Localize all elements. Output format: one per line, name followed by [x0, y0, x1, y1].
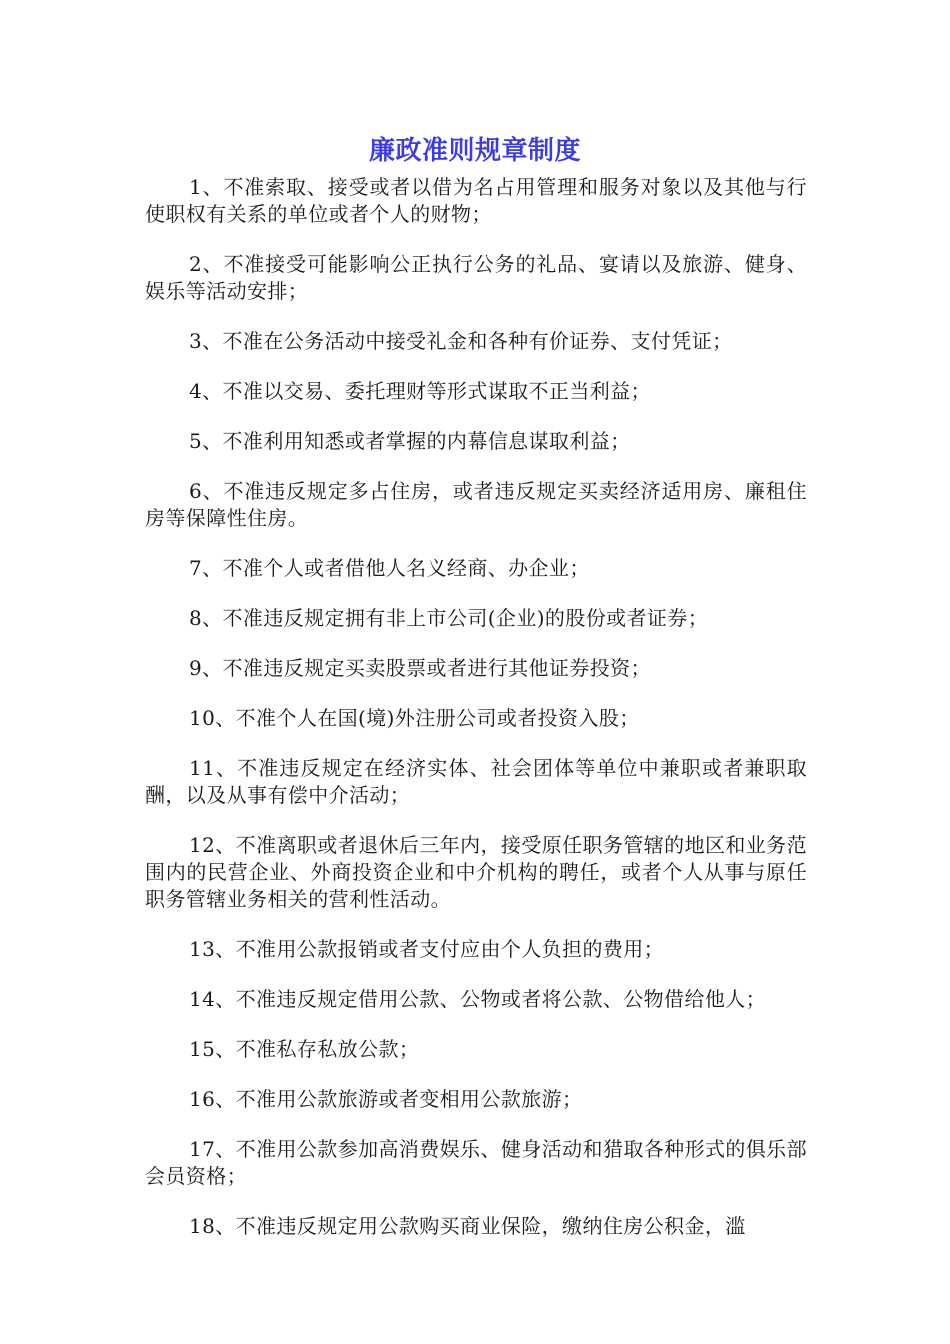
clause-5: 5、不准利用知悉或者掌握的内幕信息谋取利益；	[189, 429, 631, 453]
document-body	[145, 174, 807, 1263]
clause-8: 8、不准违反规定拥有非上市公司(企业)的股份或者证券；	[189, 606, 709, 630]
clause-13: 13、不准用公款报销或者支付应由个人负担的费用；	[189, 937, 665, 961]
clause-1: 1、不准索取、接受或者以借为名占用管理和服务对象以及其他与行使职权有关系的单位或者个人的财物；	[145, 175, 807, 226]
clause-2: 2、不准接受可能影响公正执行公务的礼品、宴请以及旅游、健身、娱乐等活动安排；	[145, 252, 807, 303]
document-title: 廉政准则规章制度	[368, 136, 581, 166]
clause-6: 6、不准违反规定多占住房，或者违反规定买卖经济适用房、廉租住房等保障性住房。	[145, 479, 807, 530]
clause-7: 7、不准个人或者借他人名义经商、办企业；	[189, 556, 590, 580]
clause-16: 16、不准用公款旅游或者变相用公款旅游；	[189, 1087, 583, 1111]
clause-10: 10、不准个人在国(境)外注册公司或者投资入股；	[189, 706, 640, 730]
clause-9: 9、不准违反规定买卖股票或者进行其他证券投资；	[189, 656, 651, 680]
clause-18: 18、不准违反规定用公款购买商业保险，缴纳住房公积金，滥	[189, 1214, 746, 1238]
clause-12: 12、不准离职或者退休后三年内，接受原任职务管辖的地区和业务范围内的民营企业、外商投资企业和中介机构的聘任，或者个人从事与原任职务管辖业务相关的营利性活动。	[145, 833, 807, 911]
clause-17: 17、不准用公款参加高消费娱乐、健身活动和猎取各种形式的俱乐部会员资格；	[145, 1137, 807, 1188]
clause-11: 11、不准违反规定在经济实体、社会团体等单位中兼职或者兼职取酬，以及从事有偿中介活动；	[145, 756, 807, 807]
clause-15: 15、不准私存私放公款；	[189, 1037, 420, 1061]
clause-4: 4、不准以交易、委托理财等形式谋取不正当利益；	[189, 379, 651, 403]
clause-3: 3、不准在公务活动中接受礼金和各种有价证券、支付凭证；	[189, 329, 733, 353]
clause-14: 14、不准违反规定借用公款、公物或者将公款、公物借给他人；	[189, 987, 767, 1011]
